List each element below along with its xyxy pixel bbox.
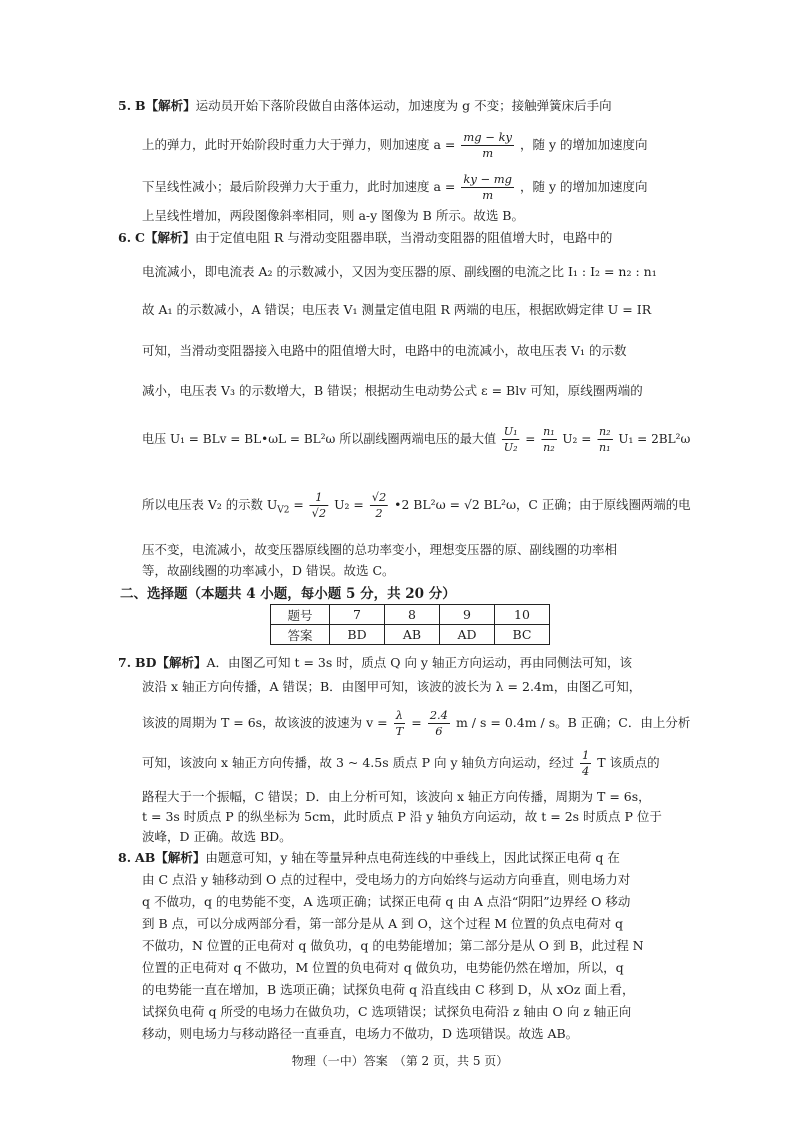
q7-line-1: 7. BD【解析】A．由图乙可知 t = 3s 时，质点 Q 向 y 轴正方向运动，再由同侧法可知，该 bbox=[118, 655, 632, 670]
q6-line-4: 可知，当滑动变阻器接入电路中的阻值增大时，电路中的电流减小，故电压表 V₁ 的示数 bbox=[142, 343, 627, 358]
fraction: $\frac{ky - mg}{m}$ bbox=[463, 172, 513, 202]
table-cell: AB bbox=[385, 625, 440, 645]
fraction: $\frac{\text{n₁}}{\text{n₂}}$ bbox=[543, 424, 555, 454]
table-cell: 9 bbox=[440, 605, 495, 625]
fraction: $\frac{√2}{2}$ bbox=[371, 490, 387, 520]
fraction: $\frac{\text{U₁}}{\text{U₂}}$ bbox=[503, 424, 518, 454]
q8-line-1: 8. AB【解析】由题意可知，y 轴在等量异种点电荷连线的中垂线上，因此试探正电荷 q 在 bbox=[118, 850, 620, 865]
q8-line-4: 到 B 点，可以分成两部分看，第一部分是从 A 到 O，这个过程 M 位置的负点电荷对 q bbox=[142, 916, 624, 931]
q7-line-2: 波沿 x 轴正方向传播，A 错误；B．由图甲可知，该波的波长为 λ = 2.4m，由图乙可知， bbox=[142, 679, 642, 694]
answer-table bbox=[270, 604, 550, 645]
q7-line-3: 该波的周期为 T = 6s，故该波的波速为 v = $\frac{\lambda}{T}$ = $\frac{2.4}{6}$ m / s = 0.4m / s。B 正确；C．由上分析 bbox=[142, 708, 691, 738]
fraction: $\frac{\lambda}{T}$ bbox=[395, 708, 404, 738]
q5-line-1: 5. B【解析】运动员开始下落阶段做自由落体运动，加速度为 g 不变；接触弹簧床后手向 bbox=[118, 98, 612, 113]
q6-line-5: 减小，电压表 V₃ 的示数增大，B 错误；根据动生电动势公式 ε = Blv 可知，原线圈两端的 bbox=[142, 383, 643, 398]
fraction: $\frac{2.4}{6}$ bbox=[429, 708, 448, 738]
q8-line-9: 移动，则电场力与移动路径一直垂直，电场力不做功，D 选项错误。故选 AB。 bbox=[142, 1026, 579, 1041]
q7-line-7: 波峰，D 正确。故选 BD。 bbox=[142, 829, 292, 844]
table-cell: AD bbox=[440, 625, 495, 645]
table-cell: 答案 bbox=[271, 625, 330, 645]
q8-line-7: 的电势能一直在增加，B 选项正确；试探负电荷 q 沿直线由 C 移到 D，从 xOz 面上看， bbox=[142, 982, 635, 997]
q6-line-3: 故 A₁ 的示数减小，A 错误；电压表 V₁ 测量定值电阻 R 两端的电压，根据欧姆定律 U = IR bbox=[142, 302, 652, 317]
page-footer: 物理（一中）答案 （第 2 页，共 5 页） bbox=[291, 1054, 509, 1068]
q6-line-2: 电流减小，即电流表 A₂ 的示数减小，又因为变压器的原、副线圈的电流之比 I₁ : I₂ = n₂ : n₁ bbox=[142, 264, 657, 279]
fraction: $\frac{1}{4}$ bbox=[581, 748, 590, 778]
q5-line-4: 上呈线性增加，两段图像斜率相同，则 a-y 图像为 B 所示。故选 B。 bbox=[142, 208, 524, 223]
table-cell: BC bbox=[495, 625, 550, 645]
table-cell: BD bbox=[330, 625, 385, 645]
fraction: $\frac{1}{√2}$ bbox=[311, 490, 327, 520]
section-heading: 二、选择题（本题共 4 小题，每小题 5 分，共 20 分） bbox=[120, 586, 456, 602]
fraction: $\frac{mg - ky}{m}$ bbox=[463, 130, 513, 160]
q8-line-2: 由 C 点沿 y 轴移动到 O 点的过程中，受电场力的方向始终与运动方向垂直，则电场力对 bbox=[142, 872, 631, 887]
q8-line-8: 试探负电荷 q 所受的电场力在做负功，C 选项错误；试探负电荷沿 z 轴由 O 向 z 轴正向 bbox=[142, 1004, 632, 1019]
q6-line-8: 压不变，电流减小，故变压器原线圈的总功率变小，理想变压器的原、副线圈的功率相 bbox=[142, 542, 618, 557]
q8-line-6: 位置的正电荷对 q 不做功，M 位置的负电荷对 q 做负功，电势能仍然在增加，所以，q bbox=[142, 960, 624, 975]
q6-line-6: 电压 U₁ = BLv = BL•ωL = BL²ω 所以副线圈两端电压的最大值 $\frac{\text{U₁}}{\text{U₂}}$ = $\frac{\text{n₁}}{\text{n₂}}$ U₂ = $\frac{\text{n₂}}{\text{n₁}}$ U₁ = 2BL²ω bbox=[142, 424, 691, 454]
q7-line-5: 路程大于一个振幅，C 错误；D．由上分析可知，该波向 x 轴正方向传播，周期为 T = 6s， bbox=[142, 789, 651, 804]
table-cell: 10 bbox=[495, 605, 550, 625]
q5-line-3: 下呈线性减小；最后阶段弹力大于重力，此时加速度 a = $\frac{ky - mg}{m}$ ，随 y 的增加加速度向 bbox=[142, 172, 648, 202]
q6-line-9: 等，故副线圈的功率减小，D 错误。故选 C。 bbox=[142, 563, 395, 578]
q8-line-5: 不做功，N 位置的正电荷对 q 做负功，q 的电势能增加；第二部分是从 O 到 B，此过程 N bbox=[142, 938, 644, 953]
table-cell: 8 bbox=[385, 605, 440, 625]
table-header-row bbox=[271, 605, 550, 625]
q6-line-7: 所以电压表 V₂ 的示数 $U_{V2}$ = $\frac{1}{√2}$ U₂ = $\frac{√2}{2}$ •2 BL²ω = √2 BL²ω，C 正确；由于原线圈两端的电 bbox=[142, 490, 691, 520]
table-row bbox=[271, 625, 550, 645]
q8-line-3: q 不做功，q 的电势能不变，A 选项正确；试探正电荷 q 由 A 点沿“阴阳”边界经 O 移动 bbox=[142, 894, 631, 909]
q7-line-6: t = 3s 时质点 P 的纵坐标为 5cm，此时质点 P 沿 y 轴负方向运动，故 t = 2s 时质点 P 位于 bbox=[142, 809, 662, 824]
q7-line-4: 可知，该波向 x 轴正方向传播，故 3 ~ 4.5s 质点 P 向 y 轴负方向运动，经过 $\frac{1}{4}$ T 该质点的 bbox=[142, 748, 660, 778]
fraction: $\frac{\text{n₂}}{\text{n₁}}$ bbox=[599, 424, 611, 454]
table-cell: 7 bbox=[330, 605, 385, 625]
table-cell: 题号 bbox=[271, 605, 330, 625]
q5-line-2: 上的弹力，此时开始阶段时重力大于弹力，则加速度 a = $\frac{mg - ky}{m}$ ，随 y 的增加加速度向 bbox=[142, 130, 648, 160]
q6-line-1: 6. C【解析】由于定值电阻 R 与滑动变阻器串联，当滑动变阻器的阻值增大时，电路中的 bbox=[118, 230, 613, 245]
